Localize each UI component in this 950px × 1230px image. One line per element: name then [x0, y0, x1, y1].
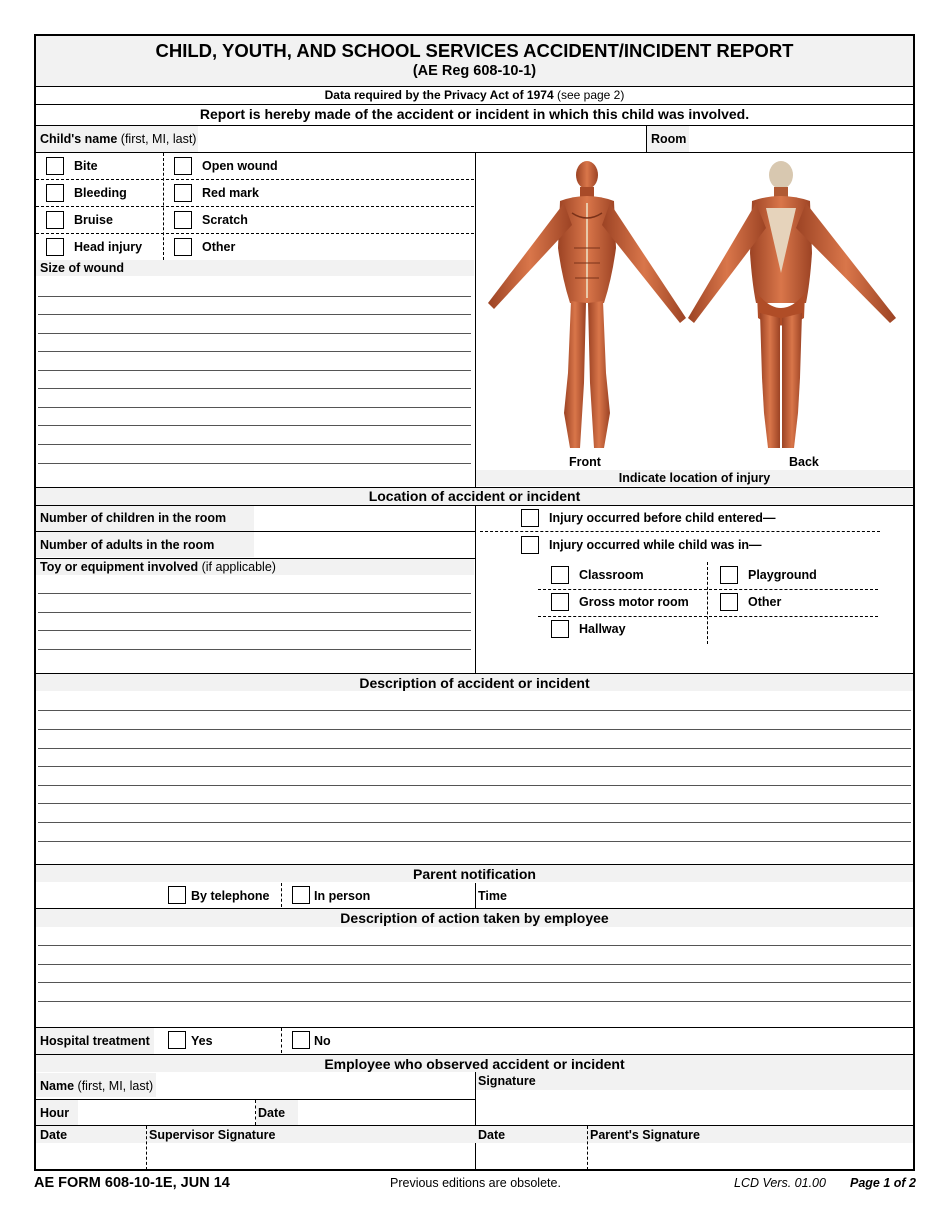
red-mark-checkbox[interactable]: [174, 184, 192, 202]
employee-signature-field[interactable]: [476, 1090, 913, 1125]
employee-name-field[interactable]: [157, 1073, 474, 1098]
parent-date-field[interactable]: [476, 1144, 586, 1170]
parent-signature-label: Parent's Signature: [590, 1128, 700, 1142]
wound-size-field[interactable]: [38, 277, 472, 465]
time-label: Time: [478, 889, 507, 903]
bruise-label: Bruise: [74, 213, 113, 227]
hospital-no-label: No: [314, 1034, 331, 1048]
scratch-checkbox[interactable]: [174, 211, 192, 229]
editions-note: Previous editions are obsolete.: [390, 1176, 561, 1190]
in-person-checkbox[interactable]: [292, 886, 310, 904]
report-statement: Report is hereby made of the accident or incident in which this child was involved.: [199, 106, 750, 122]
parent-signature-field[interactable]: [589, 1144, 913, 1170]
bruise-checkbox[interactable]: [46, 211, 64, 229]
hour-field[interactable]: [79, 1100, 254, 1125]
in-person-label: In person: [314, 889, 371, 903]
red-mark-label: Red mark: [202, 186, 259, 200]
bleeding-label: Bleeding: [74, 186, 127, 200]
gross-motor-checkbox[interactable]: [551, 593, 569, 611]
hallway-label: Hallway: [579, 622, 626, 636]
toy-field[interactable]: [38, 576, 472, 671]
children-count-label: Number of children in the room: [40, 511, 227, 525]
employee-section-title: Employee who observed accident or incident: [324, 1056, 625, 1072]
scratch-label: Scratch: [202, 213, 248, 227]
wound-size-label: Size of wound: [40, 261, 125, 275]
while-in-label: Injury occurred while child was in—: [549, 538, 762, 552]
body-diagram[interactable]: [476, 153, 913, 458]
supervisor-date-label: Date: [40, 1128, 68, 1142]
description-field[interactable]: [38, 692, 911, 864]
hour-label: Hour: [40, 1106, 70, 1120]
supervisor-signature-field[interactable]: [148, 1144, 474, 1170]
by-telephone-checkbox[interactable]: [168, 886, 186, 904]
classroom-label: Classroom: [579, 568, 644, 582]
employee-signature-label: Signature: [478, 1074, 536, 1088]
other-injury-label: Other: [202, 240, 236, 254]
action-section-title: Description of action taken by employee: [340, 910, 609, 926]
parent-notification-title: Parent notification: [413, 866, 536, 882]
description-section-title: Description of accident or incident: [359, 675, 590, 691]
bite-checkbox[interactable]: [46, 157, 64, 175]
time-field[interactable]: [510, 883, 911, 907]
before-entered-label: Injury occurred before child entered—: [549, 511, 776, 525]
child-name-field[interactable]: [200, 126, 645, 152]
hallway-checkbox[interactable]: [551, 620, 569, 638]
room-field[interactable]: [690, 126, 913, 152]
back-figure[interactable]: [688, 161, 896, 448]
diagram-caption: Indicate location of injury: [618, 471, 771, 485]
open-wound-label: Open wound: [202, 159, 278, 173]
bleeding-checkbox[interactable]: [46, 184, 64, 202]
bite-label: Bite: [74, 159, 98, 173]
employee-date-label: Date: [258, 1106, 286, 1120]
hospital-yes-checkbox[interactable]: [168, 1031, 186, 1049]
children-count-field[interactable]: [255, 506, 474, 531]
playground-label: Playground: [748, 568, 817, 582]
other-injury-checkbox[interactable]: [174, 238, 192, 256]
head-injury-label: Head injury: [74, 240, 143, 254]
classroom-checkbox[interactable]: [551, 566, 569, 584]
adults-count-field[interactable]: [255, 532, 474, 557]
location-section-title: Location of accident or incident: [368, 488, 581, 504]
adults-count-label: Number of adults in the room: [40, 538, 215, 552]
other-location-checkbox[interactable]: [720, 593, 738, 611]
hospital-yes-label: Yes: [191, 1034, 213, 1048]
front-figure[interactable]: [488, 161, 686, 448]
toy-label: Toy or equipment involved (if applicable): [40, 560, 276, 574]
version-label: LCD Vers. 01.00: [734, 1176, 826, 1190]
form-id: AE FORM 608-10-1E, JUN 14: [34, 1175, 230, 1191]
form-title: CHILD, YOUTH, AND SCHOOL SERVICES ACCIDENT/INCIDENT REPORT: [155, 40, 794, 61]
open-wound-checkbox[interactable]: [174, 157, 192, 175]
parent-date-label: Date: [478, 1128, 506, 1142]
supervisor-signature-label: Supervisor Signature: [149, 1128, 276, 1142]
room-label: Room: [651, 132, 687, 146]
head-injury-checkbox[interactable]: [46, 238, 64, 256]
while-in-checkbox[interactable]: [521, 536, 539, 554]
privacy-note-bold: Data required by the Privacy Act of 1974: [324, 88, 554, 102]
privacy-note-rest: (see page 2): [556, 88, 625, 102]
form-subtitle: (AE Reg 608-10-1): [412, 63, 537, 79]
gross-motor-label: Gross motor room: [579, 595, 689, 609]
child-name-label: Child's name (first, MI, last): [40, 132, 197, 146]
privacy-note: [36, 87, 913, 103]
by-telephone-label: By telephone: [191, 889, 270, 903]
employee-date-field[interactable]: [299, 1100, 474, 1125]
before-entered-checkbox[interactable]: [521, 509, 539, 527]
hospital-label: Hospital treatment: [40, 1034, 150, 1048]
back-label: Back: [789, 455, 819, 469]
action-field[interactable]: [38, 928, 911, 1026]
employee-name-label: Name (first, MI, last): [40, 1079, 154, 1093]
supervisor-date-field[interactable]: [36, 1144, 145, 1170]
playground-checkbox[interactable]: [720, 566, 738, 584]
front-label: Front: [569, 455, 601, 469]
page-number: Page 1 of 2: [850, 1176, 916, 1190]
other-location-label: Other: [748, 595, 782, 609]
hospital-no-checkbox[interactable]: [292, 1031, 310, 1049]
